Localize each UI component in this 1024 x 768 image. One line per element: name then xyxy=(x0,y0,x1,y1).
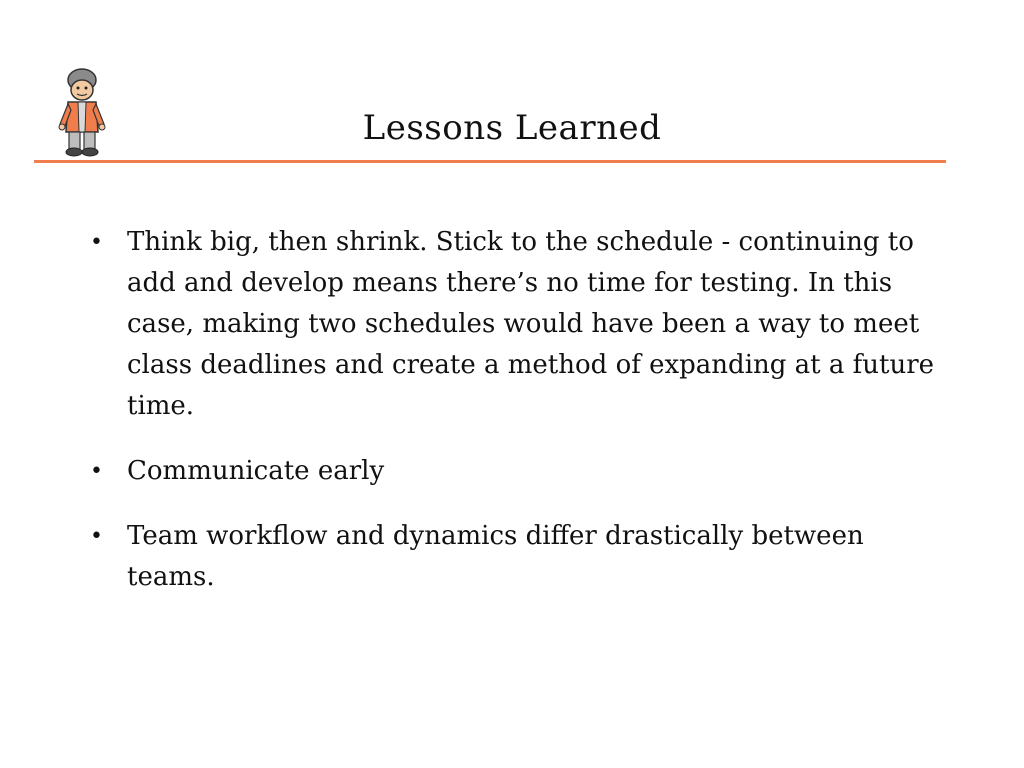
bullet-dot-icon: • xyxy=(90,230,103,255)
bullet-item xyxy=(84,451,944,492)
slide-title: Lessons Learned xyxy=(362,108,662,148)
bullet-text: Communicate early xyxy=(127,456,385,486)
title-divider xyxy=(34,160,946,163)
bullet-text: Think big, then shrink. Stick to the schedule - continuing to add and develop means there’s no time for testing. In this case, making two schedules would have been a way to meet class deadlines and create a method of expanding at a future time. xyxy=(127,227,935,421)
bullet-text: Team workflow and dynamics differ drastically between teams. xyxy=(127,521,864,592)
bullet-item xyxy=(84,516,944,598)
bullet-item xyxy=(84,222,944,427)
bullet-dot-icon: • xyxy=(90,524,103,549)
bullet-dot-icon: • xyxy=(90,459,103,484)
bullet-list xyxy=(84,222,944,622)
